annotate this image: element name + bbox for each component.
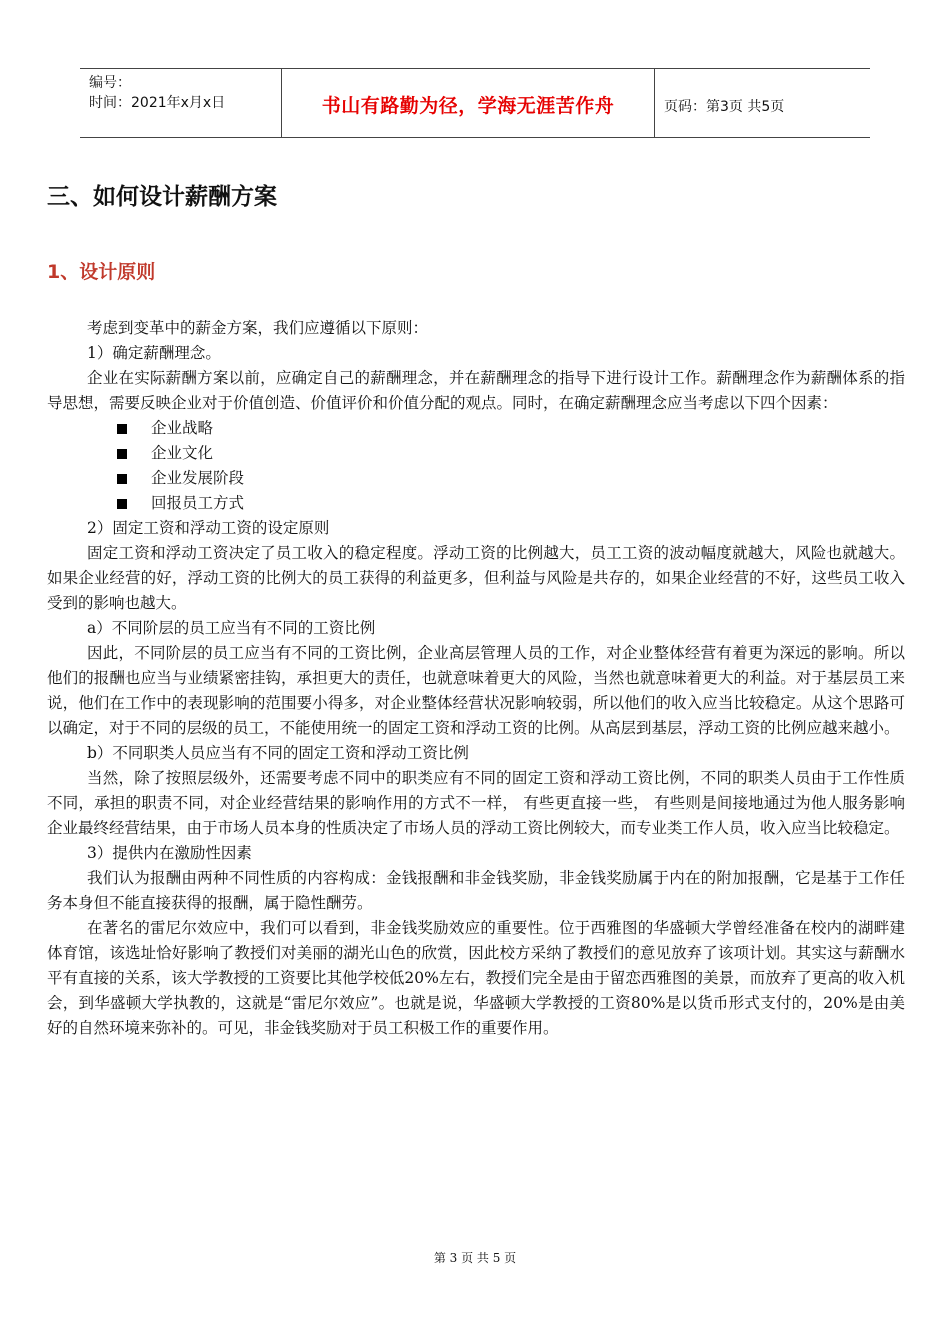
bullet-item (47, 491, 905, 516)
bullet-square-icon (117, 424, 127, 434)
header-motto-cell (282, 69, 655, 137)
paragraph: 我们认为报酬由两种不同性质的内容构成：金钱报酬和非金钱奖励，非金钱奖励属于内在的附加报酬，它是基于工作任务本身但不能直接获得的报酬，属于隐性酬劳。 (47, 869, 905, 912)
bullet-text: 企业战略 (151, 419, 214, 437)
header-info-cell (80, 69, 282, 137)
paragraph: 在著名的雷尼尔效应中，我们可以看到，非金钱奖励效应的重要性。位于西雅图的华盛顿大学曾经准备在校内的湖畔建体育馆，该选址恰好影响了教授们对美丽的湖光山色的欣赏，因此校方采纳了教授们的意见放弃了该项计划。其实这与薪酬水平有直接的关系，该大学教授的工资要比其他学校低20%左右，教授们完全是由于留恋西雅图的美景，而放弃了更高的收入机会，到华盛顿大学执教的，这就是“雷尼尔效应”。也就是说，华盛顿大学教授的工资80%是以货币形式支付的，20%是由美好的自然环境来弥补的。可见，非金钱奖励对于员工积极工作的重要作用。 (47, 919, 905, 1037)
paragraph: 1）确定薪酬理念。 (87, 344, 221, 362)
section-heading: 三、如何设计薪酬方案 (47, 184, 277, 210)
page-footer: 第 3 页 共 5 页 (433, 1251, 517, 1265)
paragraph: a）不同阶层的员工应当有不同的工资比例 (87, 619, 376, 637)
bullet-square-icon (117, 499, 127, 509)
header-motto: 书山有路勤为径，学海无涯苦作舟 (321, 95, 615, 117)
document-time: 时间：2021年x月x日 (89, 95, 226, 111)
bullet-text: 企业文化 (151, 444, 214, 462)
paragraph: 当然，除了按照层级外，还需要考虑不同中的职类应有不同的固定工资和浮动工资比例，不同的职类人员由于工作性质不同，承担的职责不同，对企业经营结果的影响作用的方式不一样， 有些更直接一些， 有些则是间接地通过为他人服务影响企业最终经营结果，由于市场人员本身的性质决定了市场人员的浮动工资比例较大，而专业类工作人员，收入应当比较稳定。 (47, 769, 905, 837)
header-page-number: 页码：第3页 共5页 (664, 99, 785, 115)
header-table (80, 68, 870, 138)
bullet-square-icon (117, 474, 127, 484)
paragraph: 企业在实际薪酬方案以前，应确定自己的薪酬理念，并在薪酬理念的指导下进行设计工作。薪酬理念作为薪酬体系的指导思想，需要反映企业对于价值创造、价值评价和价值分配的观点。同时，在确定薪酬理念应当考虑以下四个因素： (47, 369, 905, 412)
header-page-cell (655, 69, 870, 137)
paragraph: 因此，不同阶层的员工应当有不同的工资比例，企业高层管理人员的工作，对企业整体经营有着更为深远的影响。所以他们的报酬也应当与业绩紧密挂钩，承担更大的责任，也就意味着更大的风险，当然也就意味着更大的利益。对于基层员工来说，他们在工作中的表现影响的范围要小得多，对企业整体经营状况影响较弱，所以他们的收入应当比较稳定。从这个思路可以确定，对于不同的层级的员工，不能使用统一的固定工资和浮动工资的比例。从高层到基层，浮动工资的比例应越来越小。 (47, 644, 905, 737)
paragraph: 3）提供内在激励性因素 (87, 844, 252, 862)
bullet-text: 企业发展阶段 (151, 469, 245, 487)
document-number-label: 编号： (89, 75, 131, 91)
document-body (47, 316, 905, 1041)
bullet-square-icon (117, 449, 127, 459)
bullet-item (47, 416, 905, 441)
subsection-heading: 1、设计原则 (47, 261, 156, 283)
paragraph: 考虑到变革中的薪金方案，我们应遵循以下原则： (87, 319, 429, 337)
bullet-item (47, 466, 905, 491)
paragraph: b）不同职类人员应当有不同的固定工资和浮动工资比例 (87, 744, 469, 762)
paragraph: 固定工资和浮动工资决定了员工收入的稳定程度。浮动工资的比例越大，员工工资的波动幅度就越大，风险也就越大。如果企业经营的好，浮动工资的比例大的员工获得的利益更多，但利益与风险是共存的，如果企业经营的不好，这些员工收入受到的影响也越大。 (47, 544, 905, 612)
bullet-item (47, 441, 905, 466)
paragraph: 2）固定工资和浮动工资的设定原则 (87, 519, 330, 537)
bullet-text: 回报员工方式 (151, 494, 245, 512)
